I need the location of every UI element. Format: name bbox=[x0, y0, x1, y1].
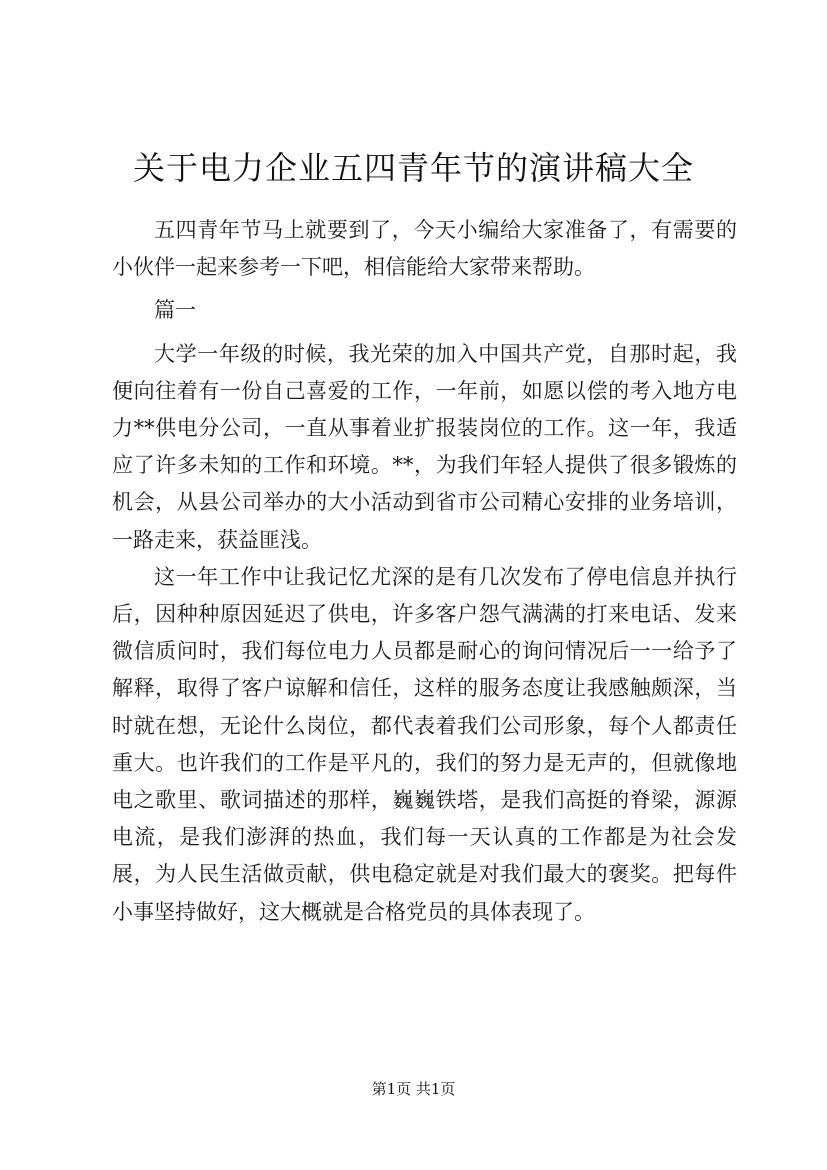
document-body bbox=[112, 212, 737, 931]
section-heading: 篇一 bbox=[154, 298, 196, 323]
page-footer: 第1页 共1页 bbox=[371, 1080, 456, 1098]
intro-paragraph: 五四青年节马上就要到了，今天小编给大家准备了，有需要的小伙伴一起来参考一下吧，相信能给大家带来帮助。 bbox=[112, 218, 737, 280]
body-paragraph-2: 这一年工作中让我记忆尤深的是有几次发布了停电信息并执行后，因种种原因延迟了供电，许多客户怨气满满的打来电话、发来微信质问时，我们每位电力人员都是耐心的询问情况后一一给予了解释，取得了客户谅解和信任，这样的服务态度让我感触颇深，当时就在想，无论什么岗位，都代表着我们公司形象，每个人都责任重大。也许我们的工作是平凡的，我们的努力是无声的，但就像地电之歌里、歌词描述的那样，巍巍铁塔，是我们高挺的脊梁，源源电流，是我们澎湃的热血，我们每一天认真的工作都是为社会发展，为人民生活做贡献，供电稳定就是对我们最大的褒奖。把每件小事坚持做好，这大概就是合格党员的具体表现了。 bbox=[112, 564, 737, 924]
document-title: 关于电力企业五四青年节的演讲稿大全 bbox=[132, 149, 694, 187]
body-paragraph-1: 大学一年级的时候，我光荣的加入中国共产党，自那时起，我便向往着有一份自己喜爱的工作，一年前，如愿以偿的考入地方电力**供电分公司，一直从事着业扩报装岗位的工作。这一年，我适应了许多未知的工作和环境。**，为我们年轻人提供了很多锻炼的机会，从县公司举办的大小活动到省市公司精心安排的业务培训，一路走来，获益匪浅。 bbox=[112, 341, 737, 552]
